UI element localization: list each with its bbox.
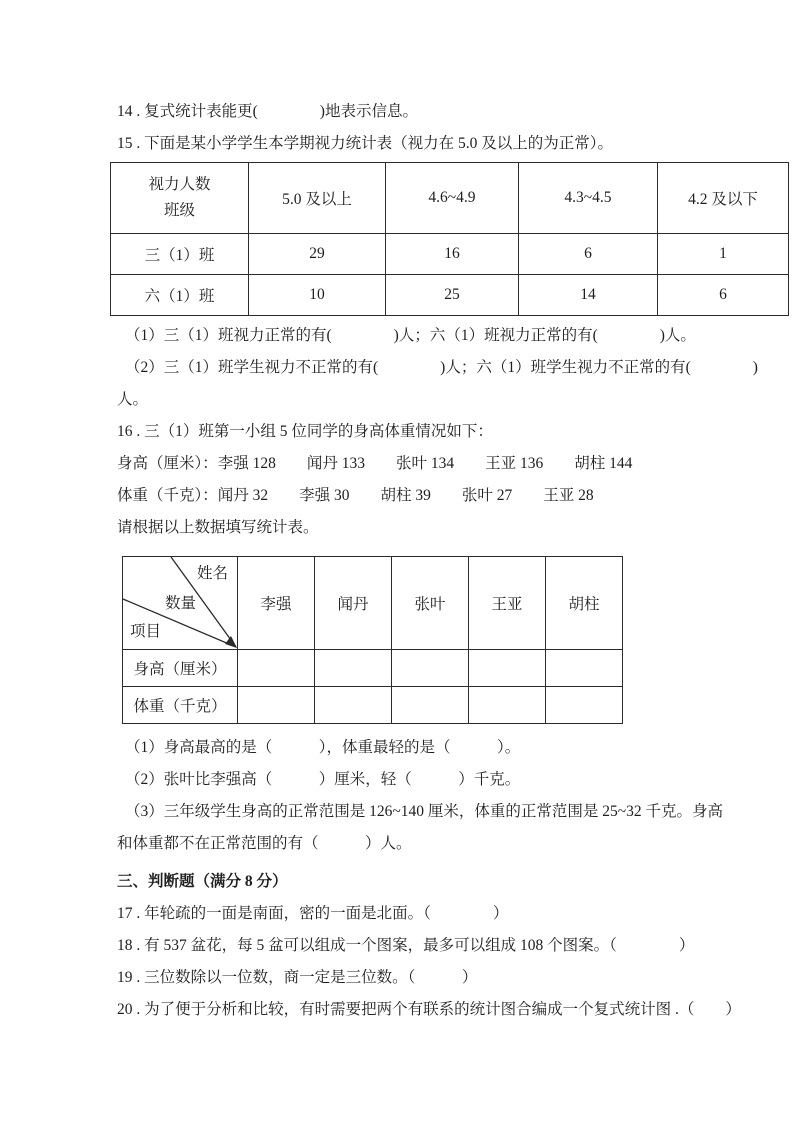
fill-table-header-row (123, 557, 623, 650)
vision-stats-table (110, 162, 789, 316)
question-14: 14 . 复式统计表能更( )地表示信息。 (117, 103, 418, 120)
column-header: 胡柱 (546, 557, 623, 650)
question-16-sub3-continuation: 和体重都不在正常范围的有（ ）人。 (117, 835, 412, 852)
table-cell: 6 (658, 275, 789, 316)
question-16-instruction: 请根据以上数据填写统计表。 (117, 519, 319, 536)
question-17: 17 . 年轮疏的一面是南面，密的一面是北面。（ ） (117, 905, 509, 922)
question-15-sub2: （2）三（1）班学生视力不正常的有( )人；六（1）班学生视力不正常的有( ) (125, 359, 758, 376)
corner-label-item: 项目 (130, 623, 162, 640)
question-16-heights: 身高（厘米）：李强 128 闻丹 133 张叶 134 王亚 136 胡柱 144 (117, 455, 633, 472)
empty-answer-cell (546, 687, 623, 724)
row-label: 三（1）班 (111, 234, 249, 275)
question-16-sub3: （3）三年级学生身高的正常范围是 126~140 厘米，体重的正常范围是 25~32 千克。身高 (125, 803, 724, 820)
corner-label-bottom: 班级 (163, 202, 195, 219)
table-row (123, 650, 623, 687)
table-cell: 14 (519, 275, 658, 316)
empty-answer-cell (392, 687, 469, 724)
table-row (123, 687, 623, 724)
corner-label-top: 视力人数 (148, 176, 211, 193)
vision-table-header-row (111, 163, 789, 234)
question-19: 19 . 三位数除以一位数，商一定是三位数。（ ） (117, 969, 478, 986)
empty-answer-cell (238, 687, 315, 724)
question-15-intro: 15 . 下面是某小学学生本学期视力统计表（视力在 5.0 及以上的为正常）。 (117, 135, 614, 152)
empty-answer-cell (546, 650, 623, 687)
table-row (111, 275, 789, 316)
table-cell: 6 (519, 234, 658, 275)
row-label: 体重（千克） (123, 687, 238, 724)
table-row (111, 234, 789, 275)
table-cell: 29 (249, 234, 386, 275)
column-header: 4.2 及以下 (658, 163, 789, 234)
question-16-weights: 体重（千克）：闻丹 32 李强 30 胡柱 39 张叶 27 王亚 28 (117, 487, 594, 504)
question-15-sub2-continuation: 人。 (117, 391, 149, 408)
question-20: 20 . 为了便于分析和比较，有时需要把两个有联系的统计图合编成一个复式统计图 .（ ） (117, 1001, 741, 1018)
question-16-sub2: （2）张叶比李强高（ ）厘米，轻（ ）千克。 (125, 771, 521, 788)
column-header: 4.3~4.5 (519, 163, 658, 234)
column-header: 张叶 (392, 557, 469, 650)
corner-label-quantity: 数量 (165, 595, 197, 612)
empty-answer-cell (315, 650, 392, 687)
column-header: 王亚 (469, 557, 546, 650)
empty-answer-cell (392, 650, 469, 687)
table-cell: 10 (249, 275, 386, 316)
empty-answer-cell (469, 687, 546, 724)
row-label: 身高（厘米） (123, 650, 238, 687)
fill-table-corner-cell (123, 557, 238, 650)
row-label: 六（1）班 (111, 275, 249, 316)
column-header: 李强 (238, 557, 315, 650)
section-3-title: 三、判断题（满分 8 分） (117, 873, 288, 890)
question-16-intro: 16 . 三（1）班第一小组 5 位同学的身高体重情况如下： (117, 423, 493, 440)
empty-answer-cell (238, 650, 315, 687)
table-cell: 1 (658, 234, 789, 275)
corner-label-name: 姓名 (196, 565, 228, 582)
question-16-sub1: （1）身高最高的是（ ），体重最轻的是（ ）。 (125, 739, 521, 756)
column-header: 5.0 及以上 (249, 163, 386, 234)
question-18: 18 . 有 537 盆花，每 5 盆可以组成一个图案，最多可以组成 108 个图案。（ ） (117, 937, 695, 954)
question-15-sub1: （1）三（1）班视力正常的有( )人；六（1）班视力正常的有( )人。 (125, 327, 696, 344)
empty-answer-cell (315, 687, 392, 724)
table-cell: 16 (386, 234, 519, 275)
table-cell: 25 (386, 275, 519, 316)
vision-table-corner-cell (111, 163, 249, 234)
empty-answer-cell (469, 650, 546, 687)
fill-in-stats-table (122, 556, 623, 724)
column-header: 4.6~4.9 (386, 163, 519, 234)
column-header: 闻丹 (315, 557, 392, 650)
